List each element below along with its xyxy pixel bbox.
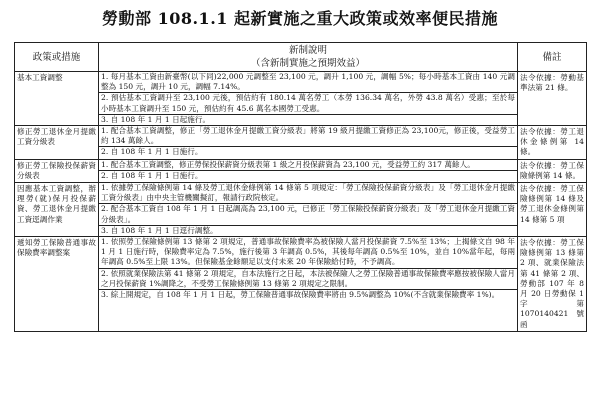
desc-point: 1. 依據勞工保險條例第 14 條及勞工退休金條例第 14 條第 5 項規定：「勞工保險投保薪資分級表」及「勞工退休金月提繳工資分級表」由中央主管機關擬訂，報請行政院核定。 — [99, 183, 517, 204]
header-note: 備註 — [518, 43, 587, 72]
row-desc — [99, 237, 518, 332]
row-note: 法令依據：勞工保險條例第 14 條。 — [518, 159, 587, 182]
desc-point: 1. 每月基本工資由新臺幣(以下同)22,000 元調整至 23,100 元，調升 1,100 元，調幅 5%；每小時基本工資由 140 元調整為 150 元，調升 10 元，調幅 7.14%。 — [99, 72, 517, 93]
desc-point: 3. 綜上開規定，自 108 年 1 月 1 日起，勞工保險普通事故保險費率將由 9.5%調整為 10%(不含就業保險費率 1%)。 — [101, 290, 500, 300]
header-desc-line1: 新制說明 — [288, 45, 327, 56]
table-row — [15, 126, 587, 160]
desc-point: 3. 自 108 年 1 月 1 日逕行調整。 — [101, 225, 218, 235]
desc-point: 2. 依照就業保險法第 41 條第 2 項規定，自本法施行之日起，本法被保險人之勞工保險普通事故保險費率應按被保險人當月之月投保薪資 1%調降之，不受勞工保險條例第 13 條第 2 項規定之限制。 — [99, 269, 517, 290]
row-desc — [99, 183, 518, 237]
table-header-row — [15, 43, 587, 72]
desc-point: 2. 配合基本工資自 108 年 1 月 1 日起調高為 23,100 元，已修正「勞工保險投保薪資分級表」及「勞工退休金月提繳工資分級表」。 — [99, 204, 517, 225]
row-item: 修正勞工保險投保薪資分級表 — [15, 159, 99, 182]
desc-point: 1. 配合基本工資調整，修正勞保投保薪資分級表第 1 級之月投保薪資為 23,100 元，受益勞工約 317 萬餘人。 — [99, 160, 517, 171]
row-item: 基本工資調整 — [15, 72, 99, 126]
header-item: 政策或措施 — [15, 43, 99, 72]
row-desc — [99, 72, 518, 126]
desc-point: 1. 依照勞工保險條例第 13 條第 2 項規定，普通事故保險費率為被保險人當月投保薪資 7.5%至 13%；上揭條文自 98 年 1 月 1 日施行時，保險費率定為 7.5%，施行後第 3 年調高 0.5%，其後每年調高 0.5%至 10%，並自 10%當年起，每兩年調高 0.5%至上限 13%。但保險基金餘額足以支付未來 20 年保險給付時，不予調高。 — [99, 237, 517, 269]
page-title: 勞動部 108.1.1 起新實施之重大政策或效率便民措施 — [102, 9, 498, 28]
table-row — [15, 72, 587, 126]
row-item: 因應基本工資調整，辦理勞(就)保月投保薪資、勞工退休金月提繳工資逕調作業 — [15, 183, 99, 237]
row-desc — [99, 159, 518, 182]
row-item: 遞知勞工保險普通事故保險費率調整案 — [15, 237, 99, 332]
row-note: 法令依據：勞工退休金條例第 14 條。 — [518, 126, 587, 160]
header-desc — [99, 43, 518, 72]
desc-point: 2. 自 108 年 1 月 1 日施行。 — [101, 147, 203, 157]
header-desc-line2: （含新制實施之預期效益） — [250, 58, 365, 69]
desc-point: 2. 自 108 年 1 月 1 日施行。 — [101, 170, 203, 180]
table-row — [15, 183, 587, 237]
desc-point: 2. 預估基本工資調升至 23,100 元後，預估約有 180.14 萬名勞工（本勞 136.34 萬名，外勞 43.8 萬名）受惠；至於每小時基本工資調升至 150 元，預估約有 45.6 萬名本國勞工受惠。 — [99, 93, 517, 114]
row-note: 法令依據：勞工保險條例第 13 條第 2 項、就業保險法第 41 條第 2 項、勞動部 107 年 8 月 20 日勞動保 1 字第 1070140421 號函 — [518, 237, 587, 332]
table-row — [15, 159, 587, 182]
row-note: 法令依據：勞動基準法第 21 條。 — [518, 72, 587, 126]
row-note: 法令依據：勞工保險條例第 14 條及勞工退休金條例第 14 條第 5 項 — [518, 183, 587, 237]
policy-table — [14, 42, 587, 332]
row-item: 修正勞工退休金月提繳工資分級表 — [15, 126, 99, 160]
desc-point: 1. 配合基本工資調整，修正「勞工退休金月提繳工資分級表」將第 19 級月提繳工資修正為 23,100元，修正後，受益勞工約 134 萬餘人。 — [99, 126, 517, 147]
desc-point: 3. 自 108 年 1 月 1 日起施行。 — [101, 114, 211, 124]
row-desc — [99, 126, 518, 160]
table-row — [15, 237, 587, 332]
